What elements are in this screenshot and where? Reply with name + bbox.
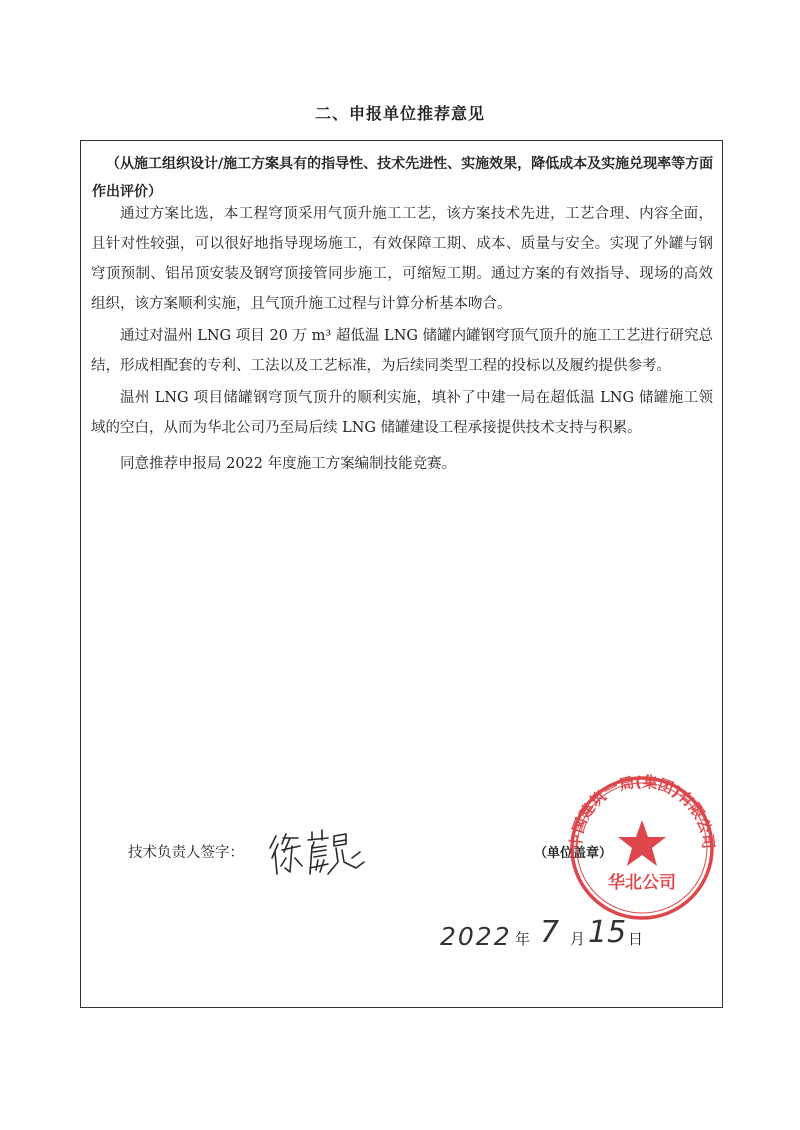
date-day-unit: 日 xyxy=(628,930,644,948)
date-day: 15 xyxy=(588,915,627,950)
date-month-unit: 月 xyxy=(570,930,586,948)
signature-label: 技术负责人签字： xyxy=(128,845,244,861)
opinion-paragraph-1: 通过方案比选，本工程穹顶采用气顶升施工工艺，该方案技术先进，工艺合理、内容全面，且针对性较强，可以很好地指导现场施工，有效保障工期、成本、质量与安全。实现了外罐与钢穹顶预制、铝吊顶安装及钢穹顶接管同步施工，可缩短工期。通过方案的有效指导、现场的高效组织，该方案顺利实施，且气顶升施工过程与计算分析基本吻合。 xyxy=(91,206,713,312)
company-seal xyxy=(557,770,727,920)
opinion-paragraph-2: 通过对温州 LNG 项目 20 万 m³ 超低温 LNG 储罐内罐钢穹顶气顶升的施工工艺进行研究总结，形成相配套的专利、工法以及工艺标准，为后续同类型工程的投标以及履约提供参考。 xyxy=(91,328,713,374)
opinion-paragraph-4: 同意推荐申报局 2022 年度施工方案编制技能竞赛。 xyxy=(120,456,457,472)
date-year: 2022 xyxy=(440,922,512,951)
stamp-label: （单位盖章） xyxy=(534,846,613,861)
date-year-unit: 年 xyxy=(515,930,531,948)
seal-ring-text: 中国建筑一局(集团)有限公司 xyxy=(566,772,718,850)
section-title: 二、申报单位推荐意见 xyxy=(314,104,485,123)
opinion-paragraph-3: 温州 LNG 项目储罐钢穹顶气顶升的顺利实施，填补了中建一局在超低温 LNG 储罐施工领域的空白，从而为华北公司乃至局后续 LNG 储罐建设工程承接提供技术支持与积累。 xyxy=(91,390,713,436)
star-icon xyxy=(618,820,666,866)
seal-bottom-text: 华北公司 xyxy=(608,873,676,893)
instruction-text: （从施工组织设计/施工方案具有的指导性、技术先进性、实施效果，降低成本及实施兑现率等方面作出评价） xyxy=(92,156,714,200)
handwritten-signature xyxy=(268,822,378,882)
date-month: 7 xyxy=(540,915,560,950)
